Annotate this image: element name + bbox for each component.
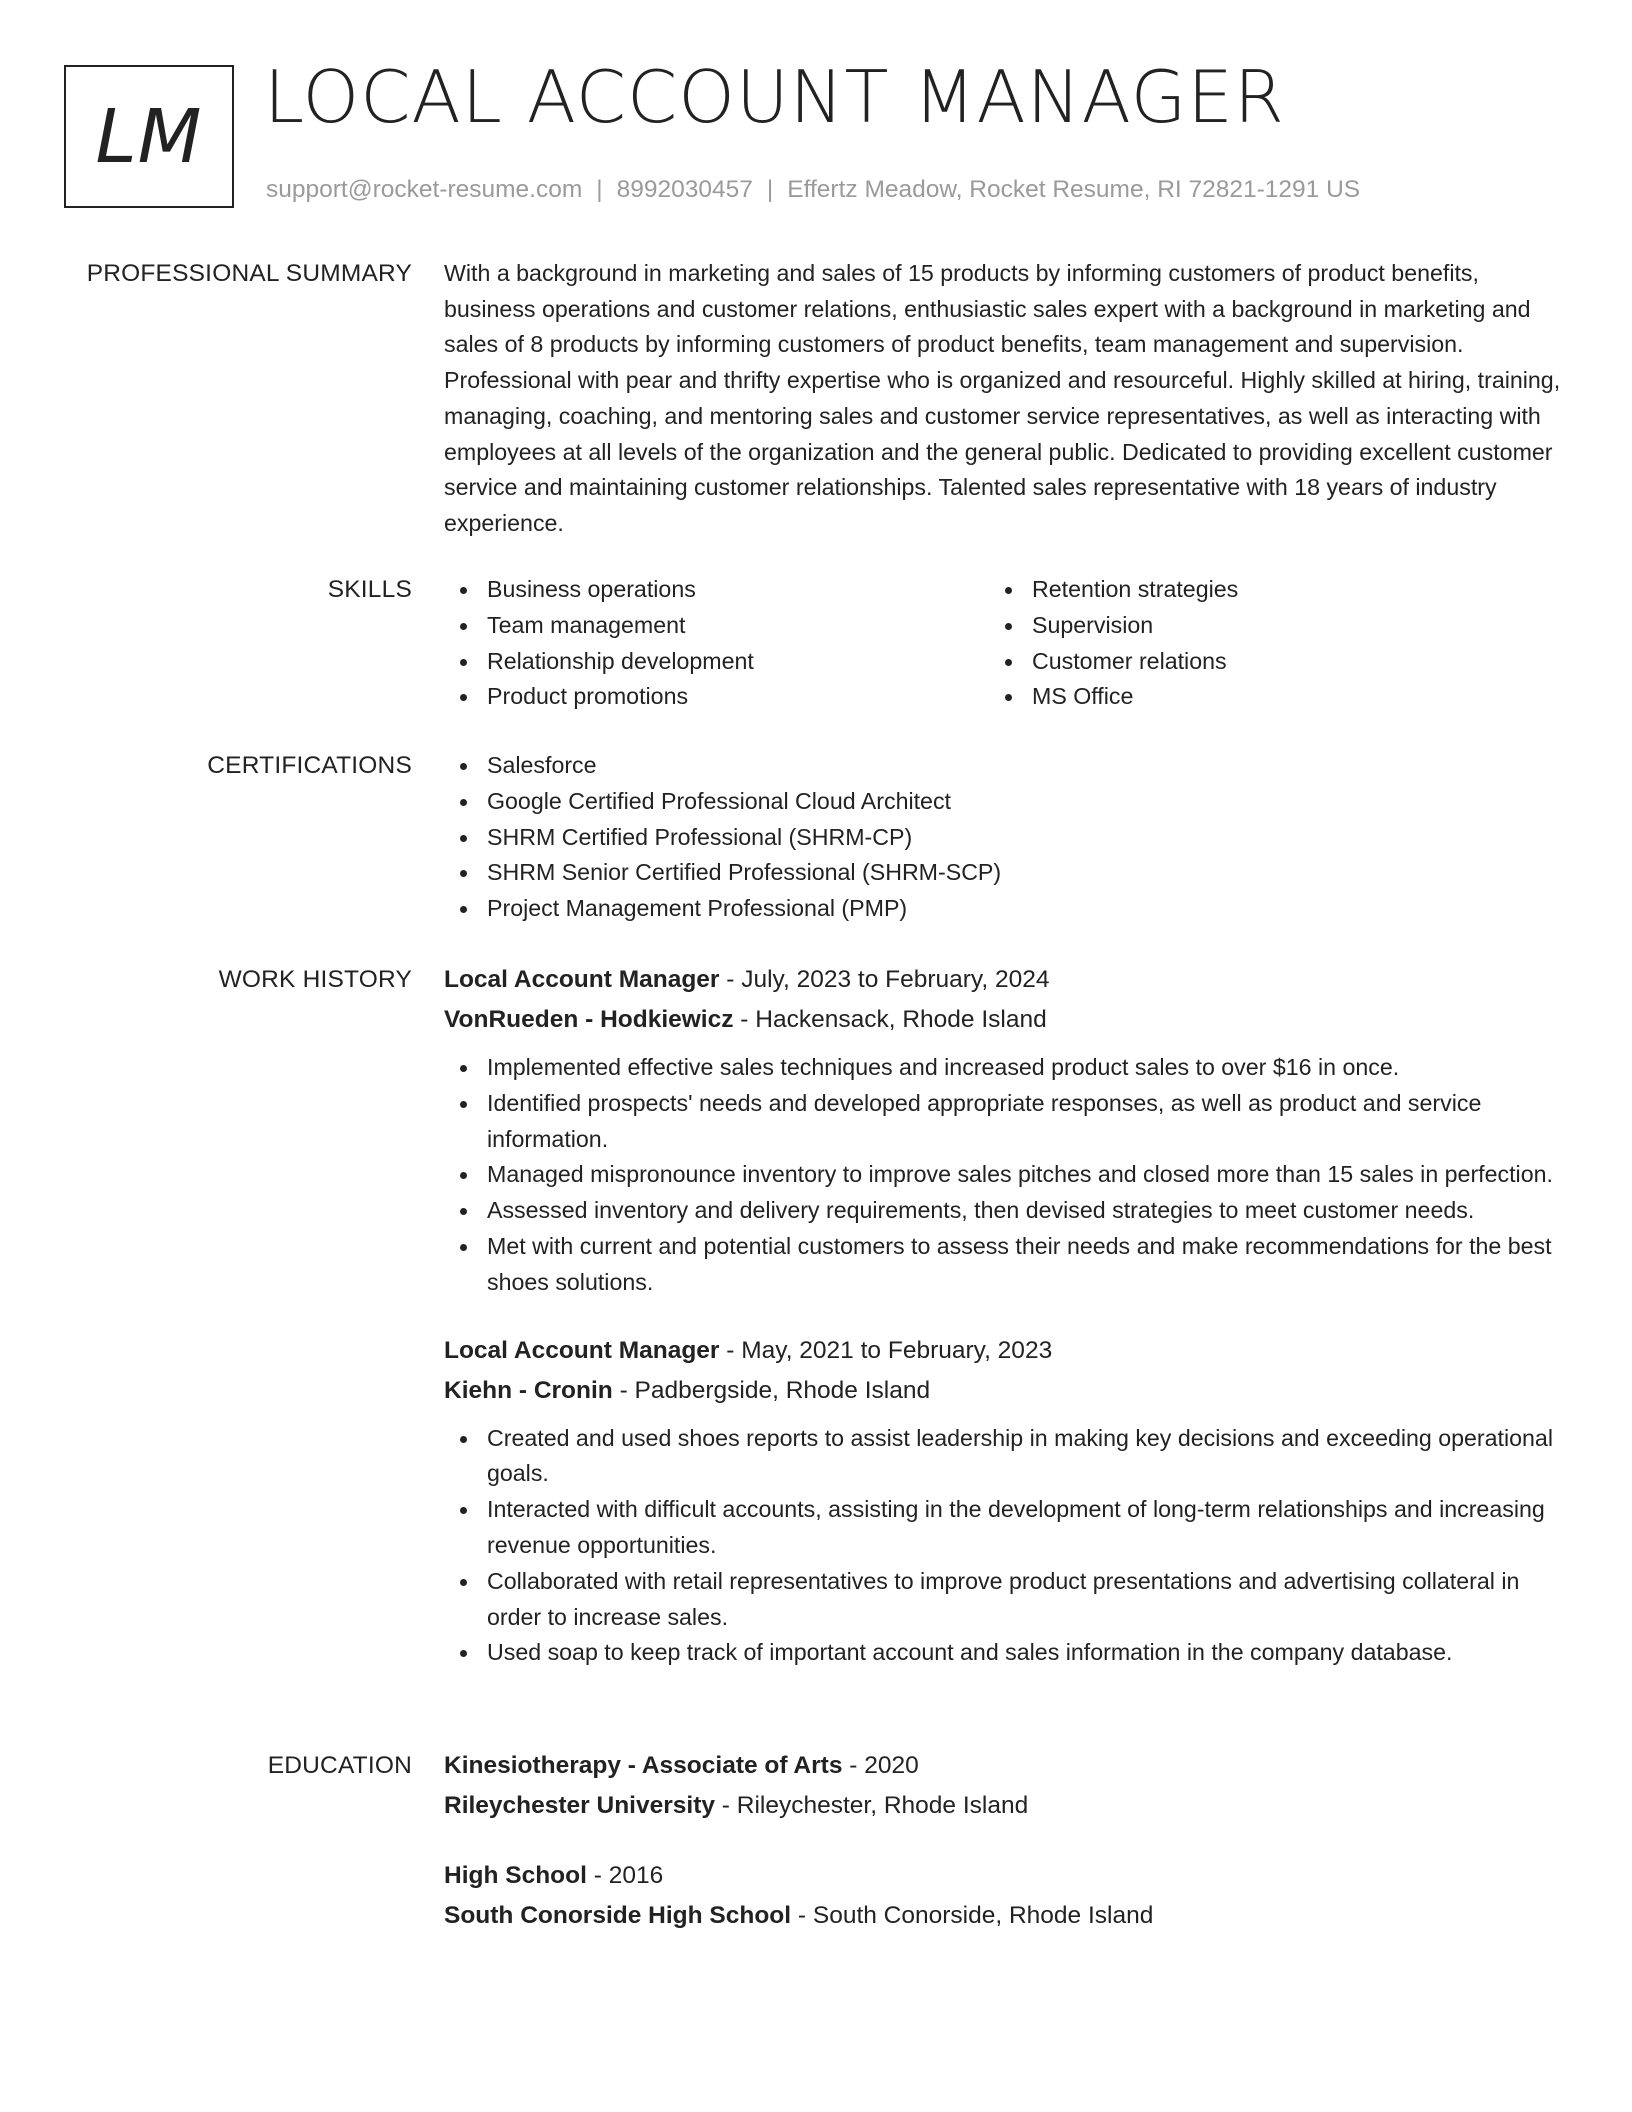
- job-bullet: Used soap to keep track of important account and sales information in the company database.: [444, 1635, 1564, 1671]
- section-label-skills: SKILLS: [327, 576, 412, 603]
- certification-item: Salesforce: [444, 748, 1564, 784]
- contact-separator: |: [766, 176, 774, 203]
- skill-item: Team management: [444, 608, 989, 644]
- skills-grid: [444, 572, 1564, 715]
- job-bullet: Assessed inventory and delivery requirements, then devised strategies to meet customer needs.: [444, 1193, 1564, 1229]
- contact-email: support@rocket-resume.com: [266, 176, 583, 203]
- monogram-box: [64, 65, 234, 208]
- skill-item: Relationship development: [444, 644, 989, 680]
- skills-list-right: [989, 572, 1534, 715]
- skill-item: Product promotions: [444, 679, 989, 715]
- work-history-body: [444, 960, 1564, 1671]
- job-location: - Padbergside, Rhode Island: [612, 1376, 931, 1404]
- job-bullet: Implemented effective sales techniques and increased product sales to over $16 in once.: [444, 1050, 1564, 1086]
- section-label-education: EDUCATION: [267, 1752, 412, 1779]
- education-school-line: [444, 1896, 1564, 1936]
- education-degree: High School: [444, 1862, 587, 1889]
- education-entry: [444, 1856, 1564, 1936]
- skill-item: Business operations: [444, 572, 989, 608]
- contact-separator: |: [596, 176, 603, 203]
- job-title: Local Account Manager: [444, 1336, 720, 1364]
- skill-item: Retention strategies: [989, 572, 1534, 608]
- section-label-work-history: WORK HISTORY: [218, 966, 412, 993]
- job-bullets: [444, 1421, 1564, 1672]
- job-company: Kiehn - Cronin: [444, 1376, 613, 1404]
- job-title-line: [444, 1331, 1564, 1371]
- certification-item: Google Certified Professional Cloud Architect: [444, 784, 1564, 820]
- job-location: - Hackensack, Rhode Island: [733, 1006, 1047, 1033]
- skills-list-left: [444, 572, 989, 715]
- education-location: - South Conorside, Rhode Island: [791, 1902, 1154, 1929]
- education-year: - 2020: [842, 1752, 919, 1779]
- contact-address: Effertz Meadow, Rocket Resume, RI 72821-1291 US: [787, 176, 1361, 203]
- job-dates: - May, 2021 to February, 2023: [719, 1336, 1053, 1364]
- education-location: - Rileychester, Rhode Island: [715, 1792, 1029, 1819]
- job-dates: - July, 2023 to February, 2024: [719, 966, 1050, 993]
- resume-title: LOCAL ACCOUNT MANAGER: [264, 55, 1285, 139]
- certifications-list: [444, 748, 1564, 927]
- education-entry: [444, 1746, 1564, 1826]
- education-school: South Conorside High School: [444, 1902, 792, 1929]
- section-label-summary: PROFESSIONAL SUMMARY: [86, 260, 412, 287]
- certification-item: Project Management Professional (PMP): [444, 891, 1564, 927]
- certification-item: SHRM Certified Professional (SHRM-CP): [444, 820, 1564, 856]
- summary-text: With a background in marketing and sales of 15 products by informing customers of product benefits, business operations and customer relations, enthusiastic sales expert with a background in marketing and sales of 8 products by informing customers of product benefits, team management and supervision. Professional with pear and thrifty expertise who is organized and resourceful. Highly skilled at hiring, training, managing, coaching, and mentoring sales and customer service representatives, as well as interacting with employees at all levels of the organization and the general public. Dedicated to providing excellent customer service and maintaining customer relationships. Talented sales representative with 18 years of industry experience.: [444, 260, 1561, 536]
- job-entry: [444, 960, 1564, 1301]
- job-bullet: Collaborated with retail representatives to improve product presentations and advertising collateral in order to increase sales.: [444, 1564, 1564, 1636]
- job-bullet: Met with current and potential customers to assess their needs and make recommendations for the best shoes solutions.: [444, 1229, 1564, 1301]
- section-label-certifications: CERTIFICATIONS: [207, 752, 412, 779]
- job-title: Local Account Manager: [444, 966, 720, 993]
- skill-item: MS Office: [989, 679, 1534, 715]
- job-company-line: [444, 1371, 1564, 1411]
- job-bullet: Interacted with difficult accounts, assisting in the development of long-term relationships and increasing revenue opportunities.: [444, 1492, 1564, 1564]
- contact-phone: 8992030457: [616, 176, 753, 203]
- job-bullet: Created and used shoes reports to assist leadership in making key decisions and exceeding operational goals.: [444, 1421, 1564, 1493]
- monogram-initials: LM: [95, 93, 203, 180]
- job-bullets: [444, 1050, 1564, 1301]
- job-bullet: Managed mispronounce inventory to improve sales pitches and closed more than 15 sales in perfection.: [444, 1157, 1564, 1193]
- education-year: - 2016: [586, 1862, 664, 1889]
- job-company-line: [444, 1000, 1564, 1040]
- education-degree: Kinesiotherapy - Associate of Arts: [444, 1752, 843, 1779]
- skill-item: Supervision: [989, 608, 1534, 644]
- certification-item: SHRM Senior Certified Professional (SHRM-SCP): [444, 855, 1564, 891]
- job-bullet: Identified prospects' needs and developed appropriate responses, as well as product and service information.: [444, 1086, 1564, 1158]
- summary-body: [444, 256, 1564, 542]
- education-degree-line: [444, 1746, 1564, 1786]
- education-school-line: [444, 1786, 1564, 1826]
- skill-item: Customer relations: [989, 644, 1534, 680]
- job-entry: [444, 1331, 1564, 1672]
- job-company: VonRueden - Hodkiewicz: [444, 1006, 734, 1033]
- certifications-body: [444, 748, 1564, 927]
- education-degree-line: [444, 1856, 1564, 1896]
- education-body: [444, 1746, 1564, 1936]
- education-school: Rileychester University: [444, 1792, 715, 1819]
- contact-line: [266, 176, 1360, 204]
- job-title-line: [444, 960, 1564, 1000]
